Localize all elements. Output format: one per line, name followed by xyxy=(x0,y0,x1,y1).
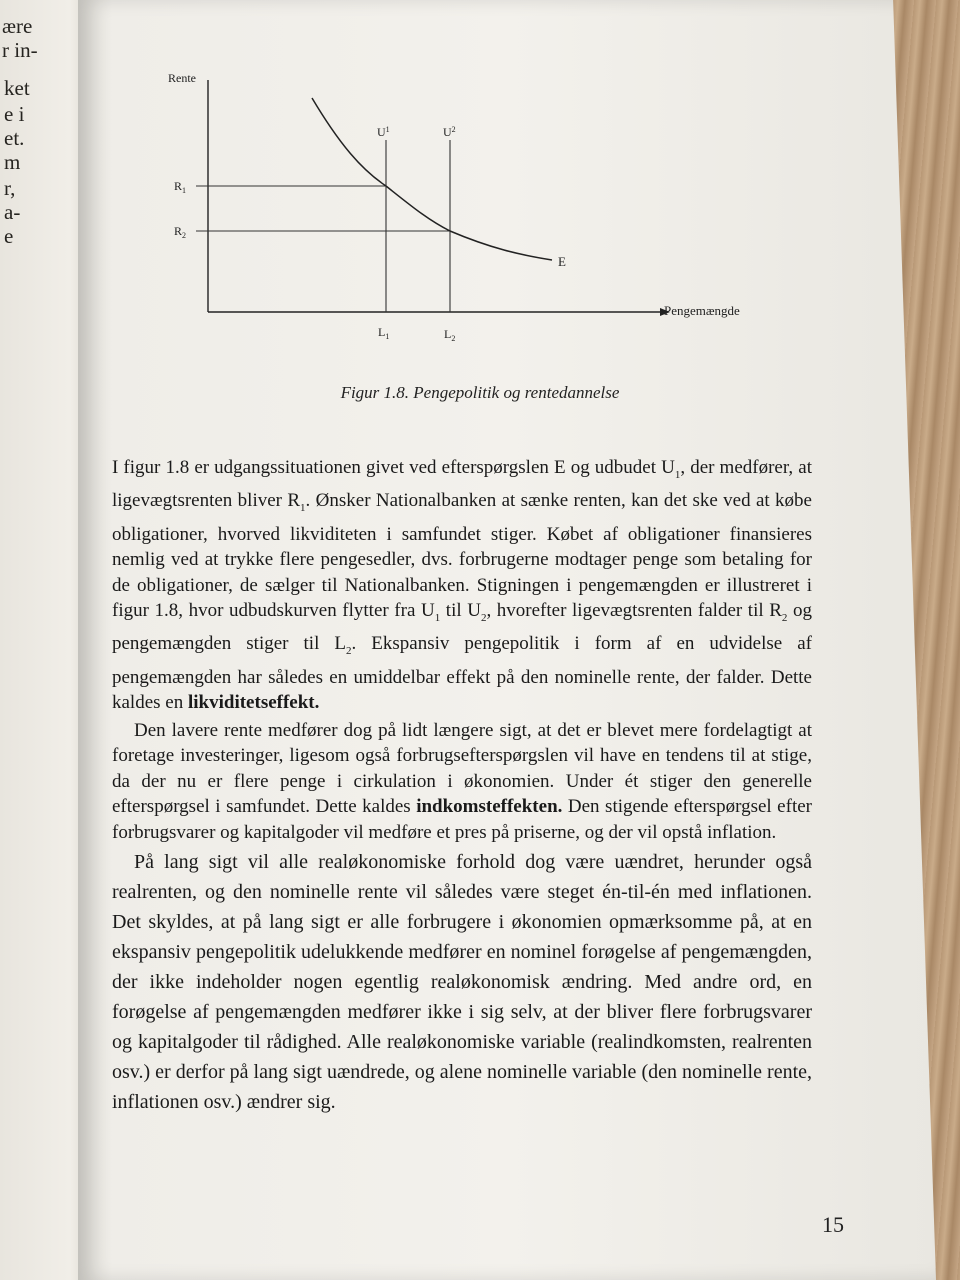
subscript: 2 xyxy=(480,611,487,624)
bold-term-likviditetseffekt: likviditetseffekt. xyxy=(187,692,320,714)
paragraph-1 xyxy=(112,455,812,716)
text-run: . Ekspansiv pengepolitik i form af en udvidelse af pengemængden har således en umiddelbar effekt på den nominelle rente, der falder. Dette kaldes en xyxy=(112,633,812,714)
text-run: Den lavere rente medfører dog på lidt længere sigt, at det er blevet mere fordelagtigt at foretage investeringer, ligesom også forbrugsefterspørgslen vil have en tendens til at stige, da der nu er flere penge i cirkulation i økonomien. Under ét stiger den generelle efterspørgsel i samfundet. Dette kaldes xyxy=(112,719,812,818)
left-fragment: e i xyxy=(4,102,25,126)
subscript: 1 xyxy=(674,468,681,481)
left-fragment: r, xyxy=(4,176,16,200)
supply-label-u1: $U^1$ xyxy=(377,125,390,139)
quantity-label-l1: $L_1$ xyxy=(378,325,390,341)
subscript: 2 xyxy=(781,611,788,624)
text-run: I figur 1.8 er udgangssituationen givet ved efterspørgslen E og udbudet U xyxy=(112,457,675,478)
text-run: Den stigende efterspørgsel efter forbrugsvarer og kapitalgoder vil medføre et pres på priserne, og der vil opstå inflation. xyxy=(112,796,812,843)
subscript: 1 xyxy=(434,611,441,624)
money-market-figure xyxy=(90,60,790,380)
demand-curve-e xyxy=(312,98,552,260)
left-fragment: m xyxy=(4,150,21,174)
subscript: 1 xyxy=(300,502,306,515)
rate-label-r2: $R_2$ xyxy=(174,224,187,240)
page-number: 15 xyxy=(822,1212,844,1237)
text-run: og pengemængden stiger til L xyxy=(112,600,812,655)
text-run: til U xyxy=(440,600,481,622)
left-fragment: et. xyxy=(4,126,25,150)
quantity-label-l2: $L_2$ xyxy=(444,327,456,343)
rate-label-r1: $R_1$ xyxy=(174,179,187,195)
text-run: . Ønsker Nationalbanken at sænke renten, kan det ske ved at købe obligationer, hvorved likviditeten i samfundet stiger. Købet af obligationer finansieres nemlig ved at trykke flere pengesedler, dvs. forbrugerne modtager penge som betaling for de obligationer, de sælger til Nationalbanken. Stigningen i pengemængden er illustreret i figur 1.8, hvor udbudskurven flytter fra U xyxy=(112,490,812,622)
left-fragment: a- xyxy=(4,200,21,224)
left-fragment: ket xyxy=(4,76,30,100)
demand-curve-label: E xyxy=(558,254,566,269)
left-fragment: r in- xyxy=(2,38,38,62)
paragraph-2 xyxy=(112,718,812,846)
figure-diagram xyxy=(90,60,790,380)
y-axis-label: Rente xyxy=(168,71,196,85)
subscript: 2 xyxy=(345,645,352,658)
body-text xyxy=(112,455,812,1117)
supply-label-u2: $U^2$ xyxy=(443,125,456,139)
text-run: , hvorefter ligevægtsrenten falder til R xyxy=(486,600,782,622)
left-fragment: e xyxy=(4,224,14,248)
paragraph-3: På lang sigt vil alle realøkonomiske forhold dog være uændret, herunder også realrenten, og den nominelle rente vil således være steget én-til-én med inflationen. Det skyldes, at på lang sigt er alle forbrugere i økonomien opmærksomme på, at en ekspansiv pengepolitik udelukkende medfører en nominel forøgelse af pengemængden, der ikke indeholder nogen egentlig realøkonomisk ændring. Med andre ord, en forøgelse af pengemængden medfører ikke i sig selv, at der bliver flere forbrugsvarer og kapitalgoder til rådighed. Alle realøkonomiske variable (realindkomsten, realrenten osv.) er derfor på lang sigt uændrede, og alene nominelle variable (den nominelle rente, inflationen osv.) ændrer sig. xyxy=(112,851,812,1114)
text-run: , der medfører, at ligevægtsrenten bliver R xyxy=(112,457,812,512)
bold-term-indkomsteffekten: indkomsteffekten. xyxy=(416,796,563,818)
left-fragment: ære xyxy=(2,14,33,38)
figure-caption: Figur 1.8. Pengepolitik og rentedannelse xyxy=(340,383,620,402)
x-axis-label: Pengemængde xyxy=(664,303,740,318)
